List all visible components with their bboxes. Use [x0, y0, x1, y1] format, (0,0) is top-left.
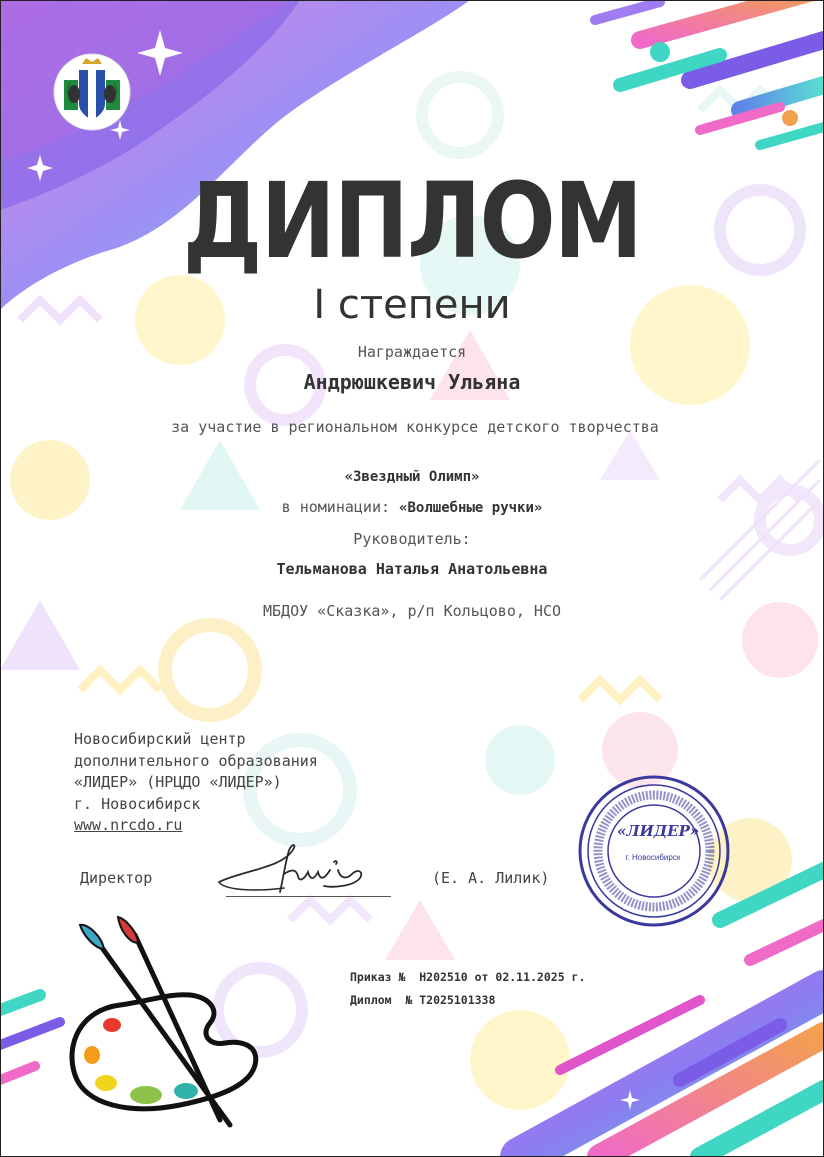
leader-label: Руководитель: [353, 530, 471, 548]
award-description: за участие в региональном конкурсе детского творчества [171, 418, 659, 436]
order-block [350, 966, 585, 1012]
diploma-degree: I степени [313, 282, 511, 328]
institution: МБДОУ «Сказка», р/п Кольцово, НСО [262, 602, 561, 620]
director-name: (Е. А. Лилик) [432, 869, 550, 887]
director-label: Директор [80, 869, 153, 887]
nomination-label: в номинации: [281, 498, 391, 516]
nomination-value: «Волшебные ручки» [399, 500, 543, 516]
nomination-line [0, 498, 824, 516]
diploma-title: ДИПЛОМ [182, 160, 642, 282]
stamp-center-text: «ЛИДЕР» [617, 822, 700, 840]
signature-line [226, 896, 391, 897]
org-city: г. Новосибирск [74, 794, 201, 813]
org-line-3: «ЛИДЕР» (НРЦДО «ЛИДЕР») [74, 773, 282, 791]
organization-block [74, 729, 318, 837]
recipient-name: Андрюшкевич Ульяна [303, 370, 521, 394]
coat-of-arms-icon [52, 52, 132, 132]
stamp-icon [576, 773, 732, 929]
order-number: Приказ № Н202510 от 02.11.2025 г. [350, 970, 586, 984]
palette-icon [60, 915, 290, 1140]
contest-name: «Звездный Олимп» [344, 469, 480, 485]
awarded-label: Награждается [357, 343, 467, 361]
signature-icon [214, 840, 384, 900]
org-line-1: Новосибирский центр [74, 730, 246, 748]
leader-name: Тельманова Наталья Анатольевна [276, 560, 548, 578]
org-line-2: дополнительного образования [74, 751, 318, 770]
diploma-number: Диплом № Т2025101338 [350, 993, 496, 1007]
stamp-city: г. Новосибирск [625, 853, 681, 862]
org-website-link[interactable]: www.nrcdo.ru [74, 816, 183, 834]
